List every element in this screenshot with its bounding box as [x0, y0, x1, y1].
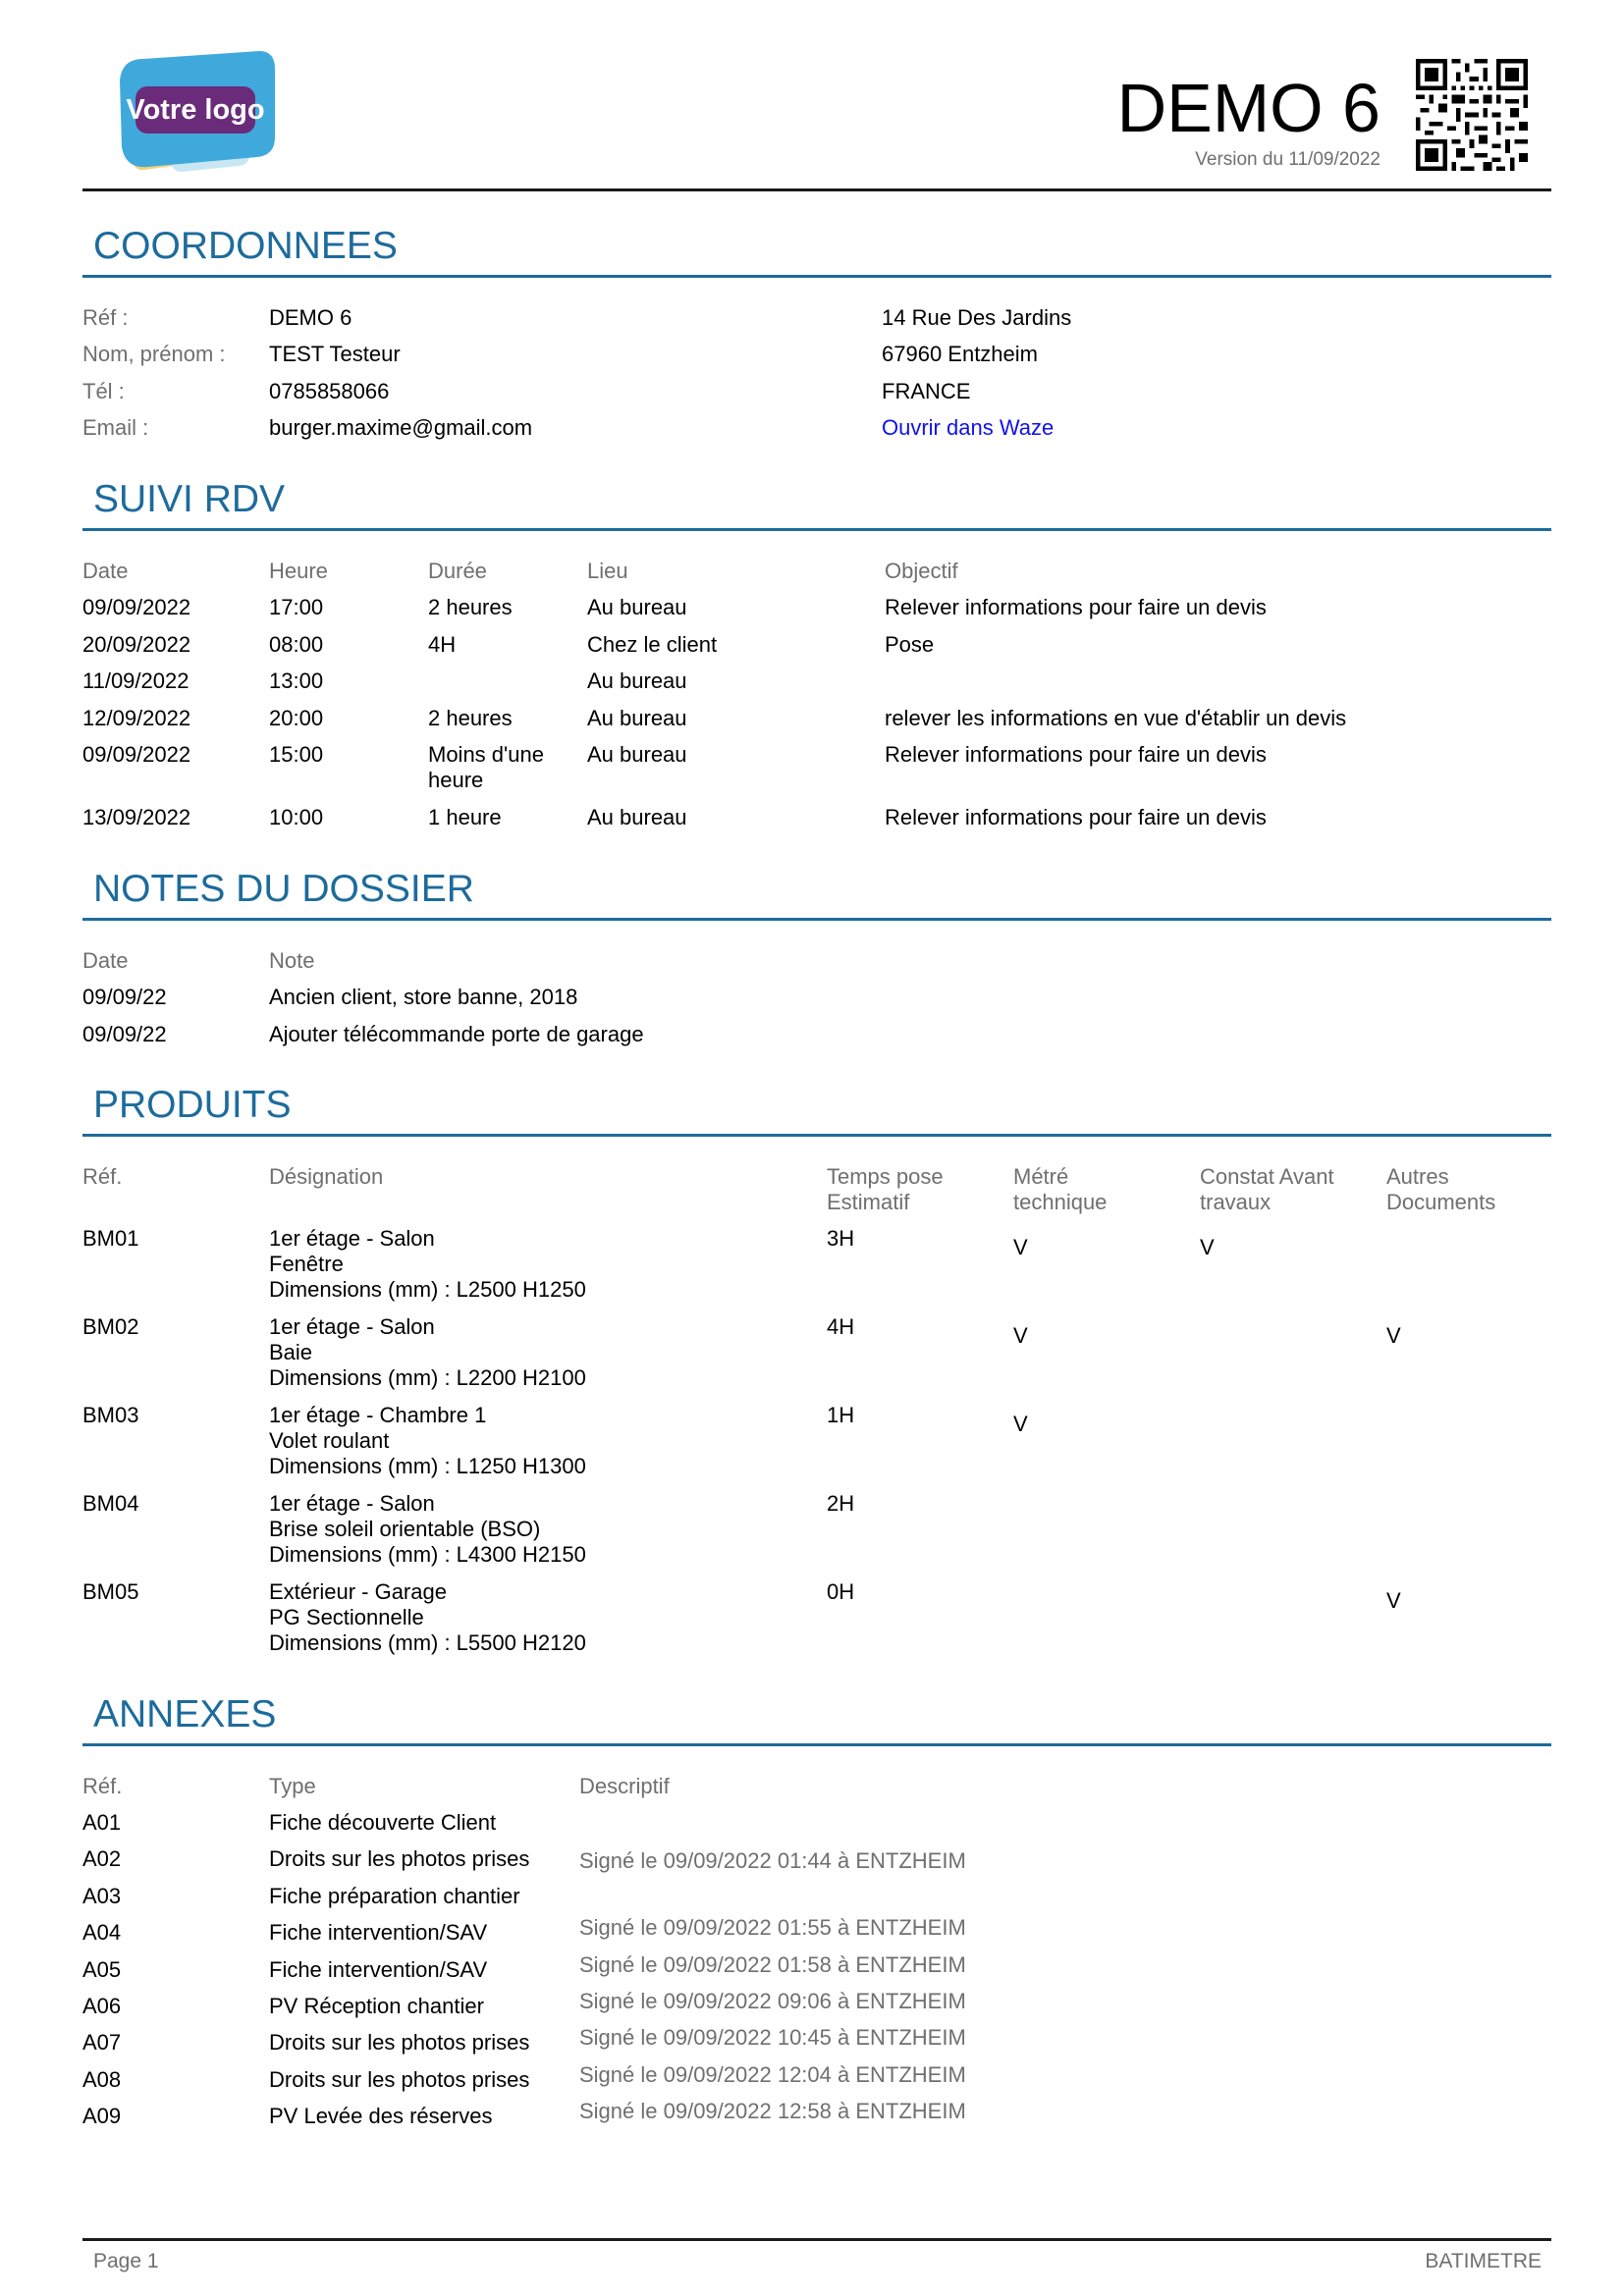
- table-cell: Ancien client, store banne, 2018: [269, 985, 578, 1009]
- column-header: Lieu: [587, 559, 628, 583]
- table-cell: 09/09/2022: [82, 742, 191, 767]
- qr-code-icon: [1416, 59, 1528, 171]
- table-cell: 1 heure: [428, 805, 502, 829]
- product-metre-check: V: [1013, 1235, 1028, 1259]
- column-header: Descriptif: [579, 1774, 670, 1798]
- annex-type: Fiche intervention/SAV: [269, 1920, 488, 1945]
- annex-type: Fiche intervention/SAV: [269, 1957, 488, 1982]
- label-phone: Tél :: [82, 379, 125, 403]
- annex-ref: A03: [82, 1884, 122, 1908]
- section-title-produits: PRODUITS: [93, 1084, 292, 1126]
- product-metre-check: V: [1013, 1412, 1028, 1436]
- annex-type: Droits sur les photos prises: [269, 2067, 530, 2092]
- table-cell: 20/09/2022: [82, 632, 191, 657]
- table-cell: 2 heures: [428, 706, 513, 730]
- product-location: 1er étage - Salon: [269, 1226, 435, 1251]
- product-dimensions: Dimensions (mm) : L4300 H2150: [269, 1542, 586, 1567]
- column-header: Autres Documents: [1386, 1164, 1496, 1214]
- product-type: PG Sectionnelle: [269, 1605, 424, 1629]
- table-cell: Relever informations pour faire un devis: [885, 805, 1267, 829]
- address-city: 67960 Entzheim: [882, 342, 1038, 366]
- annex-type: PV Réception chantier: [269, 1994, 484, 2018]
- label-ref: Réf :: [82, 305, 129, 330]
- table-cell: Chez le client: [587, 632, 718, 657]
- product-type: Fenêtre: [269, 1252, 344, 1276]
- table-cell: Ajouter télécommande porte de garage: [269, 1022, 644, 1046]
- section-divider: [82, 1743, 1551, 1746]
- annex-descriptif: Signé le 09/09/2022 01:55 à ENTZHEIM: [579, 1915, 966, 1940]
- annex-descriptif: Signé le 09/09/2022 01:44 à ENTZHEIM: [579, 1848, 966, 1873]
- annex-ref: A08: [82, 2067, 122, 2092]
- table-cell: Au bureau: [587, 668, 687, 693]
- svg-text:Votre logo: Votre logo: [126, 94, 265, 126]
- table-cell: 10:00: [269, 805, 324, 829]
- product-location: 1er étage - Salon: [269, 1314, 435, 1339]
- annex-type: Fiche découverte Client: [269, 1810, 497, 1835]
- table-cell: Relever informations pour faire un devis: [885, 595, 1267, 619]
- product-autres-check: V: [1386, 1588, 1401, 1613]
- product-ref: BM05: [82, 1579, 139, 1604]
- annex-type: PV Levée des réserves: [269, 2104, 493, 2128]
- annex-ref: A05: [82, 1957, 122, 1982]
- table-cell: 2 heures: [428, 595, 513, 619]
- section-title-notes: NOTES DU DOSSIER: [93, 868, 474, 910]
- column-header: Note: [269, 948, 315, 973]
- table-cell: 13/09/2022: [82, 805, 191, 829]
- table-cell: relever les informations en vue d'établir un devis: [885, 706, 1347, 730]
- header-divider: [82, 188, 1551, 191]
- column-header: Heure: [269, 559, 328, 583]
- annex-ref: A06: [82, 1994, 122, 2018]
- product-time: 4H: [827, 1314, 855, 1339]
- product-time: 2H: [827, 1491, 855, 1516]
- column-header: Date: [82, 559, 129, 583]
- product-time: 3H: [827, 1226, 855, 1251]
- page-number: Page 1: [93, 2250, 159, 2272]
- annex-descriptif: Signé le 09/09/2022 10:45 à ENTZHEIM: [579, 2025, 966, 2050]
- table-cell: Pose: [885, 632, 935, 657]
- product-type: Brise soleil orientable (BSO): [269, 1517, 541, 1541]
- label-email: Email :: [82, 415, 149, 440]
- table-cell: 11/09/2022: [82, 668, 189, 693]
- product-type: Volet roulant: [269, 1428, 390, 1453]
- annex-descriptif: Signé le 09/09/2022 09:06 à ENTZHEIM: [579, 1989, 966, 2013]
- product-ref: BM02: [82, 1314, 139, 1339]
- column-header: Désignation: [269, 1164, 384, 1189]
- section-title-coordonnees: COORDONNEES: [93, 225, 398, 267]
- section-divider: [82, 1134, 1551, 1137]
- section-divider: [82, 275, 1551, 278]
- annex-ref: A09: [82, 2104, 122, 2128]
- table-cell: Au bureau: [587, 595, 687, 619]
- annex-type: Droits sur les photos prises: [269, 1846, 530, 1871]
- product-location: 1er étage - Salon: [269, 1491, 435, 1516]
- section-divider: [82, 918, 1551, 921]
- table-cell: 09/09/2022: [82, 595, 191, 619]
- product-time: 0H: [827, 1579, 855, 1604]
- column-header: Métré technique: [1013, 1164, 1108, 1214]
- product-ref: BM04: [82, 1491, 139, 1516]
- label-name: Nom, prénom :: [82, 342, 226, 366]
- company-logo: [112, 51, 279, 179]
- value-email: burger.maxime@gmail.com: [269, 415, 533, 440]
- table-cell: 09/09/22: [82, 985, 167, 1009]
- address-country: FRANCE: [882, 379, 971, 403]
- table-cell: Au bureau: [587, 805, 687, 829]
- product-dimensions: Dimensions (mm) : L2200 H2100: [269, 1365, 586, 1390]
- table-cell: 17:00: [269, 595, 324, 619]
- column-header: Réf.: [82, 1164, 123, 1189]
- product-location: Extérieur - Garage: [269, 1579, 447, 1604]
- table-cell: 4H: [428, 632, 457, 657]
- table-cell: 13:00: [269, 668, 324, 693]
- product-autres-check: V: [1386, 1323, 1401, 1348]
- product-ref: BM03: [82, 1403, 139, 1427]
- product-metre-check: V: [1013, 1323, 1028, 1348]
- product-location: 1er étage - Chambre 1: [269, 1403, 487, 1427]
- section-title-annexes: ANNEXES: [93, 1693, 277, 1735]
- annex-ref: A07: [82, 2030, 122, 2055]
- address-street: 14 Rue Des Jardins: [882, 305, 1072, 330]
- value-ref: DEMO 6: [269, 305, 352, 330]
- section-divider: [82, 528, 1551, 531]
- footer-divider: [82, 2238, 1551, 2241]
- annex-ref: A02: [82, 1846, 122, 1871]
- column-header: Constat Avant travaux: [1200, 1164, 1334, 1214]
- table-cell: 12/09/2022: [82, 706, 191, 730]
- table-cell: Au bureau: [587, 742, 687, 767]
- annex-descriptif: Signé le 09/09/2022 12:04 à ENTZHEIM: [579, 2062, 966, 2087]
- table-cell: 09/09/22: [82, 1022, 167, 1046]
- product-constat-check: V: [1200, 1235, 1215, 1259]
- annex-ref: A04: [82, 1920, 122, 1945]
- column-header: Réf.: [82, 1774, 123, 1798]
- document-version: Version du 11/09/2022: [1195, 149, 1380, 170]
- column-header: Type: [269, 1774, 316, 1798]
- column-header: Temps pose Estimatif: [827, 1164, 944, 1214]
- product-ref: BM01: [82, 1226, 139, 1251]
- annex-descriptif: Signé le 09/09/2022 01:58 à ENTZHEIM: [579, 1952, 966, 1977]
- table-cell: 08:00: [269, 632, 324, 657]
- document-title: DEMO 6: [1116, 70, 1380, 146]
- column-header: Objectif: [885, 559, 958, 583]
- section-title-rdv: SUIVI RDV: [93, 478, 286, 520]
- product-dimensions: Dimensions (mm) : L5500 H2120: [269, 1630, 586, 1655]
- waze-link[interactable]: Ouvrir dans Waze: [882, 415, 1055, 440]
- product-type: Baie: [269, 1340, 313, 1364]
- value-name: TEST Testeur: [269, 342, 401, 366]
- column-header: Date: [82, 948, 129, 973]
- table-cell: Au bureau: [587, 706, 687, 730]
- annex-descriptif: Signé le 09/09/2022 12:58 à ENTZHEIM: [579, 2099, 966, 2123]
- annex-type: Droits sur les photos prises: [269, 2030, 530, 2055]
- product-dimensions: Dimensions (mm) : L1250 H1300: [269, 1454, 586, 1478]
- table-cell: Moins d'une heure: [428, 742, 544, 792]
- value-phone: 0785858066: [269, 379, 390, 403]
- annex-type: Fiche préparation chantier: [269, 1884, 520, 1908]
- product-dimensions: Dimensions (mm) : L2500 H1250: [269, 1277, 586, 1302]
- table-cell: 20:00: [269, 706, 324, 730]
- product-time: 1H: [827, 1403, 855, 1427]
- column-header: Durée: [428, 559, 487, 583]
- table-cell: Relever informations pour faire un devis: [885, 742, 1267, 767]
- annex-ref: A01: [82, 1810, 122, 1835]
- footer-brand: BATIMETRE: [1425, 2250, 1542, 2272]
- table-cell: 15:00: [269, 742, 324, 767]
